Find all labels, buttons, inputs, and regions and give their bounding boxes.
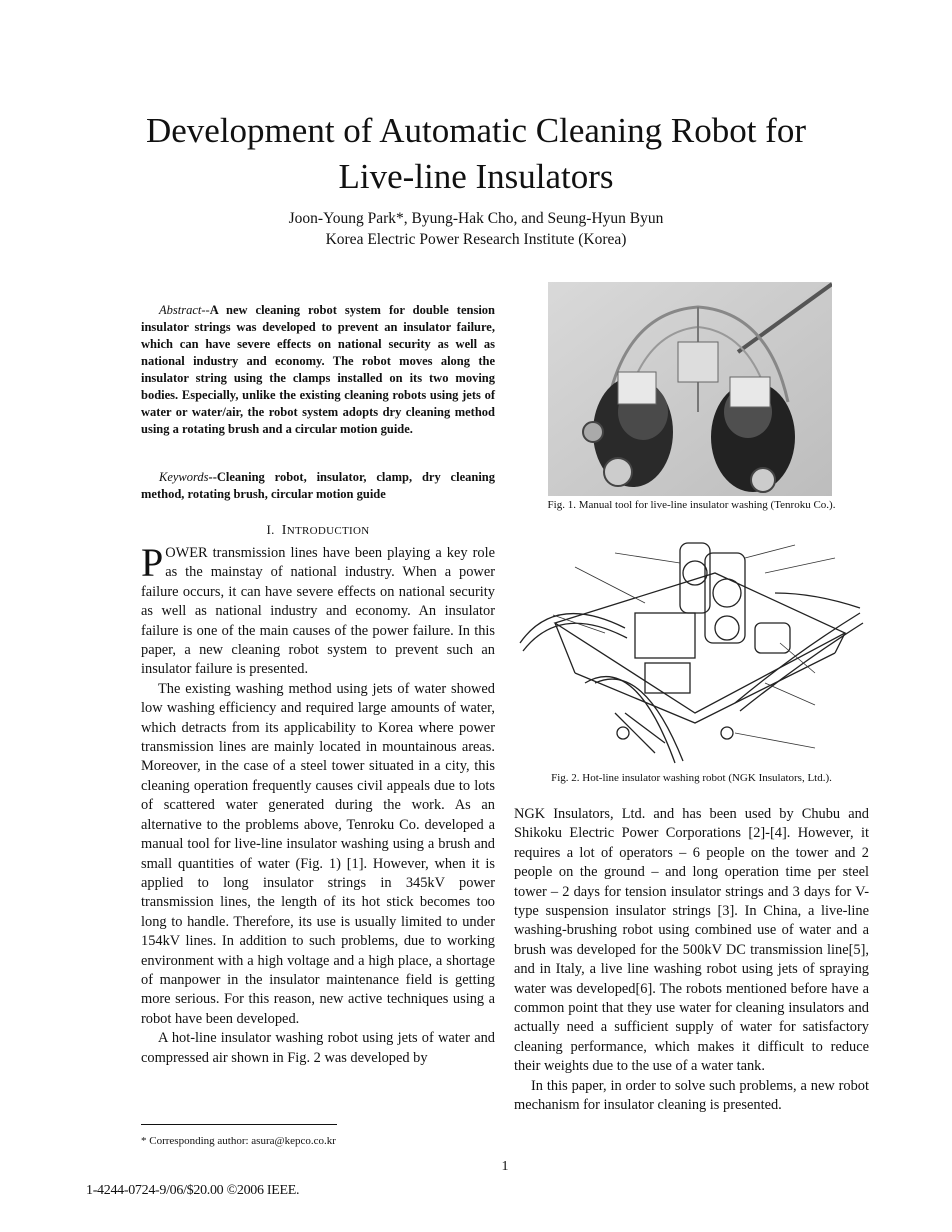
abstract	[141, 302, 495, 438]
intro-paragraph-3: A hot-line insulator washing robot using jets of water and compressed air shown in Fig. 2 was developed by	[141, 1030, 495, 1066]
title-line-1: Development of Automatic Cleaning Robot for	[145, 111, 806, 150]
right-column-text	[514, 805, 869, 1116]
section-heading-introduction	[141, 522, 495, 539]
authors: Joon-Young Park*, Byung-Hak Cho, and Seung-Hyun Byun	[288, 210, 664, 227]
figure-1-caption: Fig. 1. Manual tool for live-line insulator washing (Tenroku Co.).	[547, 499, 836, 511]
keywords-text: --Cleaning robot, insulator, clamp, dry cleaning method, rotating brush, circular motion guide	[141, 470, 495, 501]
section-title-rest: NTRODUCTION	[286, 525, 370, 537]
washing-robot-drawing	[515, 533, 870, 765]
introduction-text	[141, 540, 495, 1068]
footnote: * Corresponding author: asura@kepco.co.kr	[141, 1135, 336, 1147]
section-number: I.	[266, 522, 275, 537]
abstract-lead: Abstract--	[159, 303, 210, 317]
title-line-2: Live-line Insulators	[338, 157, 614, 196]
right-paragraph-1: NGK Insulators, Ltd. and has been used by Chubu and Shikoku Electric Power Corporations [2]-[4]. However, it requires a lot of operators – 6 people on the tower and 2 people on the ground – and long operation time per steel tower – 2 days for tension insulator strings and 3 days for V-type suspension insulator strings [3]. In China, a live-line washing-brushing robot using combined use of water and a brush was developed for the 500kV DC transmission line[5], and in Italy, a live line washing robot using jets of spraying water was developed[6]. The robots mentioned before have a common point that they use water for cleaning insulators and actually need a sufficient supply of water for satisfactory cleaning performance, which makes it difficult to reduce their weights due to the use of a water tank.	[514, 806, 869, 1075]
intro-paragraph-2: The existing washing method using jets of water showed low washing efficiency and required large amounts of water, which detracts from its applicability to Korea where power transmission lines are mainly located in mountainous areas. Moreover, in the case of a steel tower situated in a city, this cleaning operation frequently causes civil appeals due to lots of scattered water generated during the work. As an alternative to the problems above, Tenroku Co. developed a manual tool for live-line insulator washing using a brush and small quantities of water (Fig. 1) [1]. However, when it is applied to long insulator strings in 345kV power transmission lines, the length of its hot stick becomes too long to handle. Therefore, its use is usually limited to under 154kV lines. In addition to such problems, due to working environment with a high voltage and a high place, a shortage of manpower in the insulator maintenance field is getting more serious. For this reason, new active techniques using a robot have been developed.	[141, 680, 495, 1027]
copyright-notice: 1-4244-0724-9/06/$20.00 ©2006 IEEE.	[86, 1183, 300, 1198]
drop-cap: P	[141, 540, 164, 585]
footnote-divider	[141, 1124, 337, 1125]
right-paragraph-2: In this paper, in order to solve such problems, a new robot mechanism for insulator cleaning is presented.	[514, 1077, 869, 1114]
page-number: 1	[501, 1159, 509, 1174]
figure-2-caption: Fig. 2. Hot-line insulator washing robot (NGK Insulators, Ltd.).	[551, 772, 832, 784]
intro-paragraph-1: OWER transmission lines have been playing a key role as the mainstay of national industry. When a power failure occurs, it can have severe effects on national security as well as national industry and economy. An insulator failure is one of the main causes of the power failure. In this paper, a new cleaning robot system to prevent such an insulator failure is presented.	[141, 545, 495, 678]
keywords-lead: Keywords	[159, 470, 209, 484]
figure-2-drawing	[515, 533, 870, 765]
section-title-first: I	[281, 523, 287, 538]
affiliation: Korea Electric Power Research Institute (Korea)	[325, 231, 627, 248]
manual-tool-photo	[548, 282, 832, 496]
abstract-text: A new cleaning robot system for double tension insulator strings was developed to prevent an insulator failure, which can have severe effects on national security as well as national industry and economy. The robot moves along the insulator string using the clamps installed on its two moving bodies. Especially, unlike the existing cleaning robots using jets of water or water/air, the robot system adopts dry cleaning method using a rotating brush and a circular motion guide.	[141, 303, 495, 436]
author-block	[0, 208, 952, 250]
paper-title	[0, 108, 952, 200]
keywords	[141, 469, 495, 503]
figure-1-photo	[548, 282, 832, 496]
